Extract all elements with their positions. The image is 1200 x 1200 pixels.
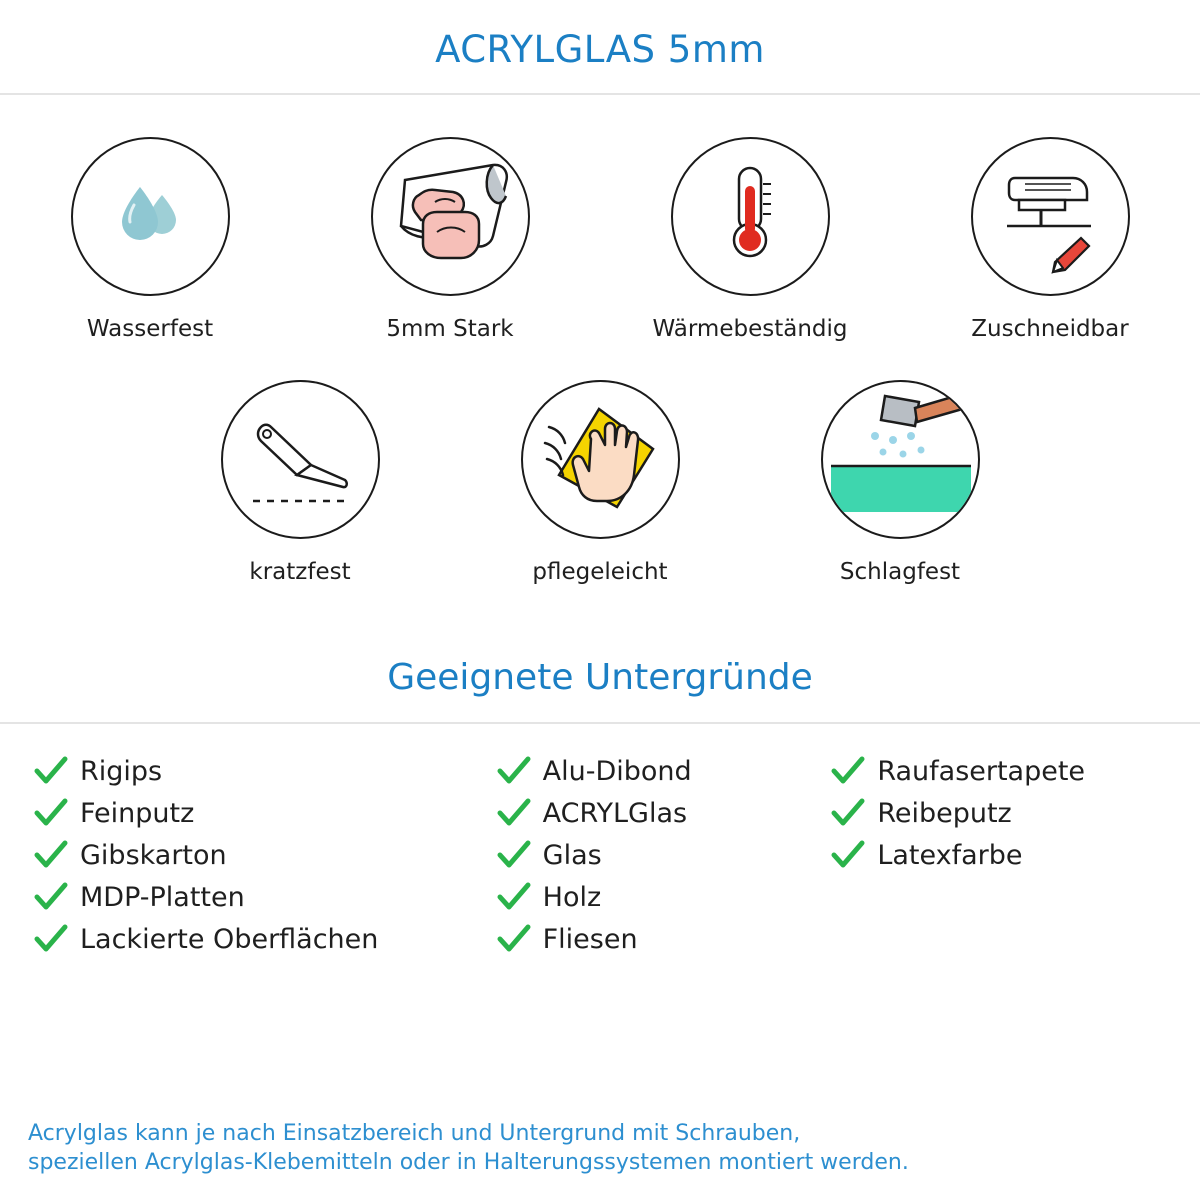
cleaning-hand-cloth-icon: [525, 383, 675, 537]
list-item-label: Gibskarton: [80, 839, 227, 871]
feature-label: 5mm Stark: [386, 316, 514, 342]
feature-label: Zuschneidbar: [971, 316, 1129, 342]
feature-schlagfest: [750, 380, 1050, 585]
feature-row-1: [0, 137, 1200, 342]
check-icon: [497, 798, 531, 828]
feature-pflegeleicht: [450, 380, 750, 585]
list-item: [497, 918, 832, 960]
mounting-note: [28, 1119, 1180, 1178]
list-item-label: Raufasertapete: [877, 755, 1086, 787]
subhead: [0, 657, 1200, 724]
feature-label: pflegeleicht: [532, 559, 668, 585]
check-icon: [831, 798, 865, 828]
page-title: ACRYLGLAS 5mm: [435, 28, 765, 71]
list-item: [497, 834, 832, 876]
check-icon: [34, 756, 68, 786]
checklist-column-3: [831, 750, 1166, 960]
list-item-label: Lackierte Oberflächen: [80, 923, 379, 955]
feature-icon-circle: [821, 380, 980, 539]
hammer-impact-icon: [823, 380, 978, 539]
subhead-title: Geeignete Untergründe: [387, 657, 813, 698]
feature-5mm-stark: [300, 137, 600, 342]
list-item: [34, 792, 497, 834]
list-item: [34, 876, 497, 918]
feature-row-2: [0, 380, 1200, 585]
list-item-label: Holz: [542, 881, 602, 913]
header: [0, 0, 1200, 95]
list-item: [831, 750, 1166, 792]
feature-label: Wasserfest: [86, 316, 214, 342]
list-item: [34, 918, 497, 960]
feature-wasserfest: [0, 137, 300, 342]
knife-scratch-icon: [235, 393, 365, 527]
checklist-column-2: [497, 750, 832, 960]
feature-icon-circle: [971, 137, 1130, 296]
checklist-column-1: [34, 750, 497, 960]
list-item: [831, 792, 1166, 834]
feature-waermebestaendig: [600, 137, 900, 342]
check-icon: [831, 840, 865, 870]
list-item-label: Rigips: [80, 755, 163, 787]
check-icon: [497, 756, 531, 786]
list-item-label: Reibeputz: [877, 797, 1012, 829]
check-icon: [497, 840, 531, 870]
list-item-label: MDP-Platten: [80, 881, 245, 913]
list-item: [831, 834, 1166, 876]
feature-label: Wärmebeständig: [652, 316, 848, 342]
feature-zuschneidbar: [900, 137, 1200, 342]
check-icon: [831, 756, 865, 786]
feature-label: kratzfest: [249, 559, 351, 585]
feature-label: Schlagfest: [839, 559, 961, 585]
feature-icon-circle: [71, 137, 230, 296]
water-drops-icon: [100, 165, 200, 269]
features-section: [0, 95, 1200, 585]
feature-icon-circle: [221, 380, 380, 539]
substrate-checklist: [0, 724, 1200, 960]
mounting-note-line-2: speziellen Acrylglas-Klebemitteln oder in Halterungssystemen montiert werden.: [28, 1150, 909, 1176]
list-item-label: Glas: [542, 839, 602, 871]
list-item: [34, 750, 497, 792]
feature-icon-circle: [671, 137, 830, 296]
strong-arm-icon: [375, 140, 525, 294]
list-item-label: ACRYLGlas: [542, 797, 688, 829]
check-icon: [34, 798, 68, 828]
check-icon: [497, 924, 531, 954]
mounting-note-line-1: Acrylglas kann je nach Einsatzbereich und Untergrund mit Schrauben,: [28, 1120, 801, 1146]
check-icon: [34, 840, 68, 870]
jigsaw-cutter-icon: [985, 150, 1115, 284]
check-icon: [34, 924, 68, 954]
list-item: [497, 876, 832, 918]
feature-icon-circle: [371, 137, 530, 296]
check-icon: [497, 882, 531, 912]
feature-kratzfest: [150, 380, 450, 585]
list-item: [497, 750, 832, 792]
list-item-label: Feinputz: [80, 797, 195, 829]
list-item: [497, 792, 832, 834]
list-item: [34, 834, 497, 876]
feature-icon-circle: [521, 380, 680, 539]
list-item-label: Alu-Dibond: [542, 755, 692, 787]
list-item-label: Latexfarbe: [877, 839, 1023, 871]
list-item-label: Fliesen: [542, 923, 638, 955]
check-icon: [34, 882, 68, 912]
thermometer-icon: [695, 160, 805, 274]
